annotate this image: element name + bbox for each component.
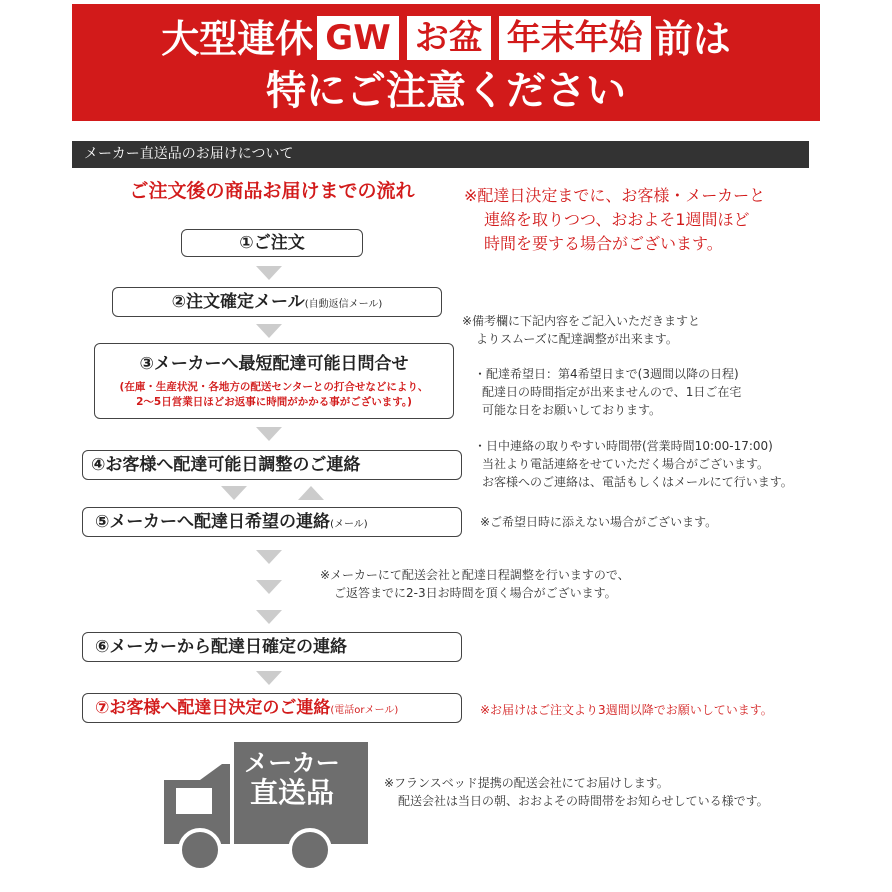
note-delivery-company xyxy=(384,774,769,810)
note-line: ※フランスベッド提携の配送会社にてお届けします。 xyxy=(384,776,669,790)
step-5-label: ⑤メーカーへ配達日希望の連絡 xyxy=(95,512,331,532)
step-2-label: ②注文確定メール xyxy=(171,292,305,312)
step-7-box xyxy=(82,693,462,723)
step-7-small: (電話orメール) xyxy=(330,705,399,716)
notice-banner xyxy=(72,4,820,121)
banner-line2: 特にご注意ください xyxy=(266,68,626,114)
top-note xyxy=(464,184,765,256)
arrow-up xyxy=(298,486,324,500)
step-2-box xyxy=(112,287,442,317)
arrow-down xyxy=(256,266,282,280)
note-contact-time xyxy=(474,437,793,491)
chip-newyear: 年末年始 xyxy=(499,16,651,60)
note-line: 当社より電話連絡をせていただく場合がございます。 xyxy=(482,457,770,471)
banner-text-start: 大型連休 xyxy=(161,17,314,61)
chip-gw: GW xyxy=(317,16,398,60)
arrow-down xyxy=(256,671,282,685)
arrow-down xyxy=(256,610,282,624)
step-4-box xyxy=(82,450,462,480)
note-line: お客様へのご連絡は、電話もしくはメールにて行います。 xyxy=(482,475,793,489)
step-1-label: ①ご注文 xyxy=(239,233,305,253)
step-3-sub: 2～5日営業日ほどお返事に時間がかかる事がございます。) xyxy=(136,396,412,408)
flow-title: ご注文後の商品お届けまでの流れ xyxy=(129,180,415,202)
truck-label-line2: 直送品 xyxy=(249,776,334,809)
note-line: ご返答までに2-3日お時間を頂く場合がございます。 xyxy=(334,586,617,600)
note-line: 配送会社は当日の朝、おおよその時間帯をお知らせしている様です。 xyxy=(398,794,769,808)
note-line: 配達日の時間指定が出来ませんので、1日ご在宅 xyxy=(482,385,742,399)
note-line: 可能な日をお願いしております。 xyxy=(482,403,662,417)
note-line: ※備考欄に下記内容をご記入いただきますと xyxy=(462,314,701,328)
note-line: ・日中連絡の取りやすい時間帯(営業時間10:00-17:00) xyxy=(474,439,773,453)
section-title: メーカー直送品のお届けについて xyxy=(72,141,809,168)
arrow-down xyxy=(221,486,247,500)
step-5-small: (メール) xyxy=(330,519,368,530)
top-note-line: 連絡を取りつつ、おおよそ1週間ほど xyxy=(484,210,750,229)
note-line: ・配達希望日：第4希望日まで(3週間以降の日程) xyxy=(474,367,739,381)
top-note-line: ※配達日決定までに、お客様・メーカーと xyxy=(464,186,766,205)
note-line: よりスムーズに配達調整が出来ます。 xyxy=(476,332,678,346)
step-4-label: ④お客様へ配達可能日調整のご連絡 xyxy=(91,455,361,475)
step-6-label: ⑥メーカーから配達日確定の連絡 xyxy=(95,637,348,657)
arrow-down xyxy=(256,550,282,564)
chip-obon: お盆 xyxy=(407,16,491,60)
top-note-line: 時間を要する場合がございます。 xyxy=(484,234,723,253)
note-line: ※メーカーにて配送会社と配達日程調整を行いますので、 xyxy=(320,568,630,582)
banner-text-end: 前は xyxy=(654,17,731,61)
step-3-sub: (在庫・生産状況・各地方の配送センターとの打合せなどにより、 xyxy=(119,381,429,393)
banner-line1 xyxy=(72,14,820,64)
truck-label-line1: メーカー xyxy=(244,749,340,777)
arrow-down xyxy=(256,427,282,441)
step-5-box xyxy=(82,507,462,537)
arrow-down xyxy=(256,580,282,594)
step-7-label: ⑦お客様へ配達日決定のご連絡 xyxy=(95,698,331,718)
note-delivery-date xyxy=(474,365,741,419)
step-6-box xyxy=(82,632,462,662)
step-3-label: ③メーカーへ最短配達可能日問合せ xyxy=(139,354,409,374)
note-maker-schedule xyxy=(320,566,630,602)
note-preferred-date: ※ご希望日時に添えない場合がございます。 xyxy=(480,515,718,529)
truck-label xyxy=(236,748,348,808)
arrow-down xyxy=(256,324,282,338)
step-3-box xyxy=(94,343,454,419)
note-delivery-weeks: ※お届けはご注文より3週間以降でお願いしています。 xyxy=(480,703,773,717)
note-remarks xyxy=(462,312,700,348)
step-1-box xyxy=(181,229,363,257)
step-2-small: (自動返信メール) xyxy=(304,299,383,310)
